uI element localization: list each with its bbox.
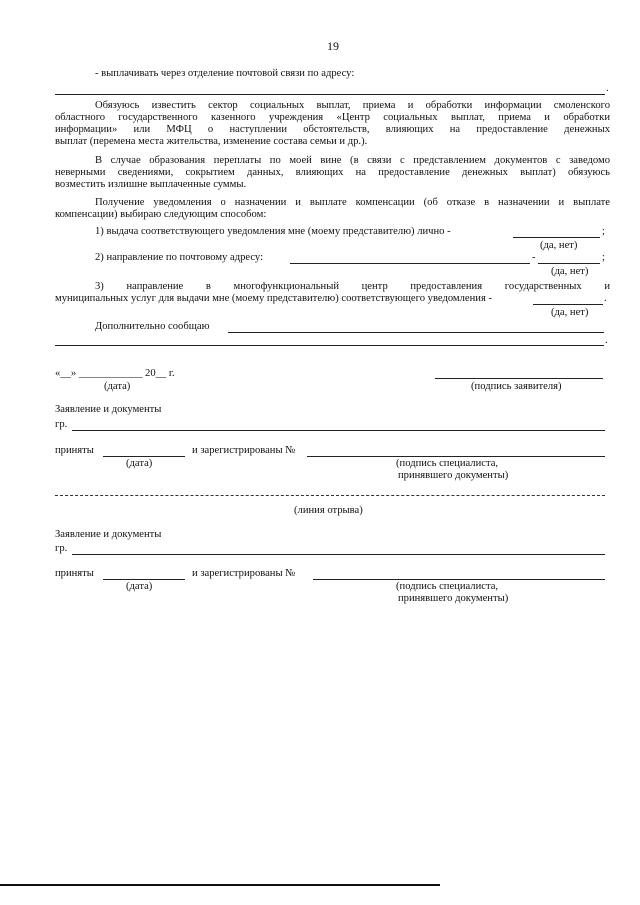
notification-intro-2: компенсации) выбираю следующим способом: xyxy=(55,209,267,220)
receipt-bottom-specialist-caption-1: (подпись специалиста, xyxy=(396,581,499,592)
page-number: 19 xyxy=(327,39,339,53)
option2-answer-line[interactable] xyxy=(538,263,600,264)
option1-answer-line[interactable] xyxy=(513,237,600,238)
receipt-top-specialist-caption-2: принявшего документы) xyxy=(398,470,509,481)
pay-via-post-text: - выплачивать через отделение почтовой связи по адресу: xyxy=(95,68,355,79)
applicant-date-caption: (дата) xyxy=(104,381,131,392)
option1-text: 1) выдача соответствующего уведомления мне (моему представителю) лично - xyxy=(95,226,451,237)
receipt-top-specialist-caption-1: (подпись специалиста, xyxy=(396,458,499,469)
obligation-line-2: областного государственного казенного учреждения «Центр социальных выплат, приема и обработки xyxy=(55,112,610,123)
additional-line-1[interactable] xyxy=(228,332,604,333)
option2-dash: - xyxy=(532,252,536,263)
additional-line-2[interactable] xyxy=(55,345,604,346)
applicant-date-line[interactable]: «__» ____________ 20__ г. xyxy=(55,368,175,379)
address-line[interactable] xyxy=(55,94,605,95)
receipt-bottom-citizen-line[interactable] xyxy=(72,554,605,555)
option2-address-line[interactable] xyxy=(290,263,530,264)
notification-intro-1: Получение уведомления о назначении и выплате компенсации (об отказе в назначении и выплате xyxy=(95,197,610,208)
receipt-top-date-line[interactable] xyxy=(103,456,185,457)
overpayment-line-2: неверными сведениями, сокрытием данных, влияющих на предоставление денежных выплат) обязуюсь xyxy=(55,167,610,178)
receipt-top-number-line[interactable] xyxy=(307,456,605,457)
bottom-edge-line xyxy=(0,884,440,886)
tear-line-caption: (линия отрыва) xyxy=(294,505,363,516)
receipt-top-docs-label: Заявление и документы xyxy=(55,404,162,415)
receipt-bottom-specialist-caption-2: принявшего документы) xyxy=(398,593,509,604)
receipt-bottom-citizen-prefix: гр. xyxy=(55,543,68,554)
obligation-line-3: информации» или МФЦ о наступлении обстоятельств, влияющих на предоставление денежных xyxy=(55,124,610,135)
option3-period: . xyxy=(604,293,607,304)
receipt-bottom-number-line[interactable] xyxy=(313,579,605,580)
option2-hint: (да, нет) xyxy=(551,266,589,277)
overpayment-line-1: В случае образования переплаты по моей вине (в связи с представлением документов с заведомо xyxy=(95,155,610,166)
receipt-top-citizen-prefix: гр. xyxy=(55,419,68,430)
tear-line xyxy=(55,495,605,496)
option3-line-2: муниципальных услуг для выдачи мне (моему представителю) соответствующего уведомления - xyxy=(55,293,493,304)
applicant-signature-line[interactable] xyxy=(435,378,603,379)
address-period: . xyxy=(606,83,609,94)
receipt-bottom-date-line[interactable] xyxy=(103,579,185,580)
option1-semicolon: ; xyxy=(602,226,605,237)
option1-hint: (да, нет) xyxy=(540,240,578,251)
obligation-line-1: Обязуюсь известить сектор социальных выплат, приема и обработки информации смоленского xyxy=(95,100,610,111)
receipt-top-registered-label: и зарегистрированы № xyxy=(192,445,296,456)
receipt-bottom-docs-label: Заявление и документы xyxy=(55,529,162,540)
receipt-bottom-accepted-label: приняты xyxy=(55,568,94,579)
applicant-signature-caption: (подпись заявителя) xyxy=(471,381,562,392)
obligation-line-4: выплат (перемена места жительства, изменение состава семьи и др.). xyxy=(55,136,368,147)
receipt-bottom-registered-label: и зарегистрированы № xyxy=(192,568,296,579)
option3-answer-line[interactable] xyxy=(533,304,603,305)
option2-semicolon: ; xyxy=(602,252,605,263)
option2-text: 2) направление по почтовому адресу: xyxy=(95,252,264,263)
additional-period: . xyxy=(605,335,608,346)
option3-hint: (да, нет) xyxy=(551,307,589,318)
receipt-top-accepted-label: приняты xyxy=(55,445,94,456)
additional-label: Дополнительно сообщаю xyxy=(95,321,210,332)
receipt-top-date-caption: (дата) xyxy=(126,458,153,469)
receipt-bottom-date-caption: (дата) xyxy=(126,581,153,592)
option3-line-1: 3) направление в многофункциональный центр предоставления государственных и xyxy=(95,281,610,292)
receipt-top-citizen-line[interactable] xyxy=(72,430,605,431)
overpayment-line-3: возместить излишне выплаченные суммы. xyxy=(55,179,247,190)
